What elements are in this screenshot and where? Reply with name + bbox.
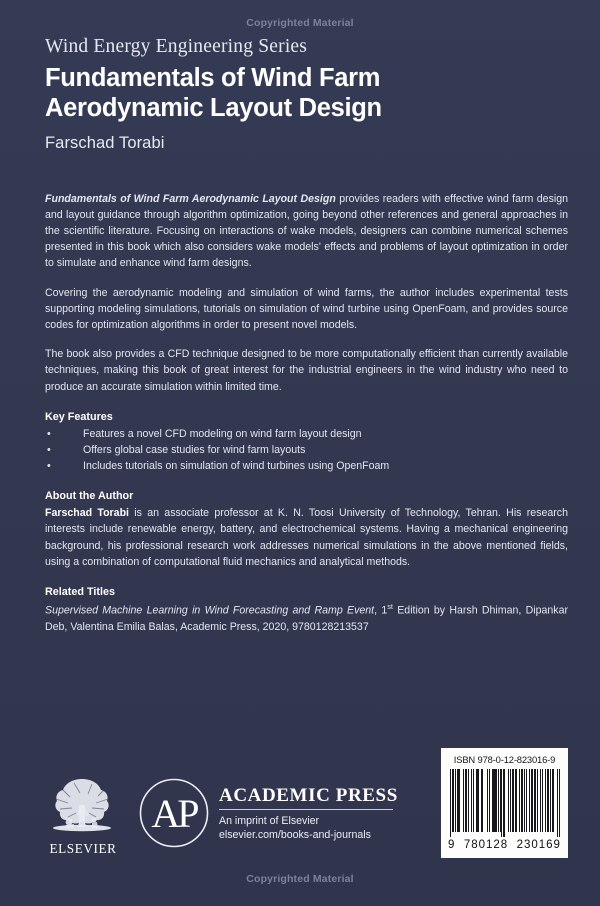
website-line[interactable]: elsevier.com/books-and-journals	[219, 828, 371, 841]
svg-text:AP: AP	[151, 791, 197, 836]
copyrighted-material-watermark-top: Copyrighted Material	[246, 17, 354, 29]
footer-logos	[0, 742, 600, 872]
book-title-line-2: Aerodynamic Layout Design	[45, 94, 382, 123]
academic-press-logo-block	[138, 777, 398, 849]
elsevier-logo	[48, 775, 118, 857]
related-edition-suffix: st	[387, 601, 393, 611]
list-item-label: Offers global case studies for wind farm layouts	[83, 443, 306, 456]
list-item	[45, 442, 568, 458]
blurb-section	[45, 191, 568, 395]
elsevier-wordmark: ELSEVIER	[49, 841, 117, 856]
elsevier-tree-icon	[48, 775, 118, 835]
book-title-line-1: Fundamentals of Wind Farm	[45, 64, 381, 93]
blurb-paragraph-3: The book also provides a CFD technique designed to be more computationally efficient than currently available techniques, making this book of great interest for the industrial engineers in the wind industry who need to produce an accurate simulation within limited time.	[45, 348, 568, 393]
cover-content	[45, 36, 568, 635]
blurb-title-emphasis: Fundamentals of Wind Farm Aerodynamic Layout Design	[45, 192, 336, 205]
imprint-line: An imprint of Elsevier	[219, 814, 320, 827]
author-name: Farschad Torabi	[45, 133, 165, 152]
list-item-label: Includes tutorials on simulation of wind turbines using OpenFoam	[83, 460, 390, 473]
blurb-paragraph-1	[45, 191, 568, 272]
series-title: Wind Energy Engineering Series	[45, 36, 308, 57]
academic-press-name: ACADEMIC PRESS	[219, 784, 398, 806]
copyrighted-material-watermark-bottom: Copyrighted Material	[246, 873, 354, 885]
isbn-barcode	[441, 748, 568, 858]
blurb-paragraph-1-rest: provides readers with effective wind farm design and layout guidance through algorithm optimization, going beyond other references and general approaches in the scientific literature. Focusing on interactions of wake models, designers can combine numerical schemes presented in this book which also considers wake models' effects and problems of layout optimization in order to simulate and enhance wind farm designs.	[45, 192, 569, 270]
divider	[219, 809, 393, 810]
about-author-text	[45, 505, 568, 570]
about-author-body: is an associate professor at K. N. Toosi University of Technology, Tehran. His research interests include renewable energy, battery, and electrochemical systems. Having a mechanical engineering background, his professional research work addresses numerical simulations in the above mentioned fields, using a combination of computational fluid mechanics and analytical methods.	[45, 507, 568, 568]
key-features-list	[45, 426, 568, 474]
list-item	[45, 458, 568, 474]
bullet-icon: •	[47, 460, 51, 473]
key-features-heading: Key Features	[45, 410, 113, 423]
related-titles-heading: Related Titles	[45, 585, 116, 598]
academic-press-text	[219, 784, 398, 843]
page-title	[45, 64, 568, 123]
related-titles-rest: Edition by Harsh Dhiman, Dipankar Deb, Valentina Emilia Balas, Academic Press, 2020, 9780128213537	[45, 604, 568, 633]
isbn-label: ISBN 978-0-12-823016-9	[453, 754, 556, 765]
bullet-icon: •	[47, 443, 51, 456]
related-edition-number: 1	[381, 604, 388, 617]
ean-digits: 9 780128 230169	[448, 839, 561, 851]
list-item	[45, 426, 568, 442]
about-author-name: Farschad Torabi	[45, 507, 129, 520]
about-author-heading: About the Author	[45, 490, 134, 503]
related-title-italic: Supervised Machine Learning in Wind Forecasting and Ramp Event	[45, 604, 375, 617]
barcode-bars	[449, 769, 561, 837]
academic-press-monogram-icon	[138, 777, 210, 849]
blurb-paragraph-2: Covering the aerodynamic modeling and simulation of wind farms, the author includes experimental tests supporting modeling simulations, tutorials on simulation of wind turbine using OpenFoam, and provides source codes for optimization algorithms in order to present novel models.	[45, 286, 568, 332]
bullet-icon: •	[47, 427, 51, 440]
related-titles-text: Supervised Machine Learning in Wind Forecasting and Ramp Event, 1st Edition by Harsh Dhiman, Dipankar Deb, Valentina Emilia Balas, Academic Press, 2020, 9780128213537	[45, 601, 568, 633]
list-item-label: Features a novel CFD modeling on wind farm layout design	[83, 427, 362, 440]
